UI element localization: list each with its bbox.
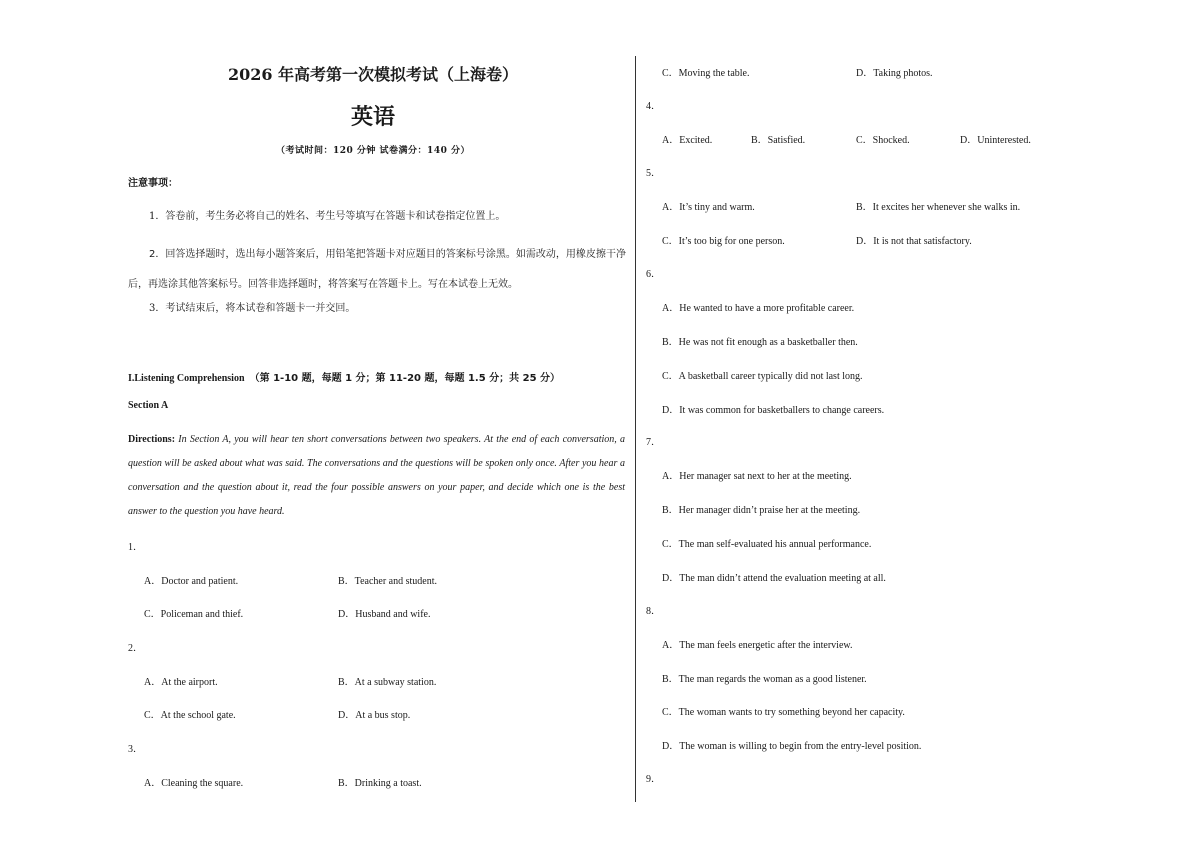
notice-heading: 注意事项：	[128, 178, 178, 189]
q8-option-b: B．The man regards the woman as a good listener.	[662, 674, 867, 685]
q4-option-d: D．Uninterested.	[960, 135, 1031, 146]
directions-text: In Section A, you will hear ten short conversations between two speakers. At the end of each conversation, a question will be asked about what was said. The conversations and the questions will be spoken only once. After you hear a conversation and the question about it, read the four possible answers on your paper, and decide which one is the best answer to the question you have heard.	[128, 434, 626, 517]
column-divider	[635, 56, 636, 802]
q1-option-c: C．Policeman and thief.	[144, 609, 244, 620]
q6-option-b: B．He was not fit enough as a basketballer then.	[662, 337, 858, 348]
notice-item-1: 1．答卷前，考生务必将自己的姓名、考生号等填写在答题卡和试卷指定位置上。	[149, 211, 506, 222]
q4-option-c: C．Shocked.	[856, 135, 910, 146]
q8-option-d: D．The woman is willing to begin from the entry-level position.	[662, 741, 922, 752]
question-number-9: 9．	[646, 774, 661, 785]
q6-option-d: D．It was common for basketballers to change careers.	[662, 405, 885, 416]
q2-option-d: D．At a bus stop.	[338, 710, 411, 721]
question-number-2: 2．	[128, 643, 143, 654]
q1-option-b: B．Teacher and student.	[338, 576, 437, 587]
notice-item-2: 2．回答选择题时，选出每小题答案后，用铅笔把答题卡对应题目的答案标号涂黑。如需改动，用橡皮擦干净后，再选涂其他答案标号。回答非选择题时，将答案写在答题卡上。写在本试卷上无效。	[128, 249, 626, 290]
q6-option-a: A．He wanted to have a more profitable career.	[662, 303, 855, 314]
q5-option-a: A．It’s tiny and warm.	[662, 202, 755, 213]
q7-option-d: D．The man didn’t attend the evaluation meeting at all.	[662, 573, 886, 584]
q8-option-a: A．The man feels energetic after the interview.	[662, 640, 853, 651]
q3-option-a: A．Cleaning the square.	[144, 778, 244, 789]
part-title: I.Listening Comprehension	[128, 373, 245, 384]
part-heading	[128, 366, 560, 385]
q4-option-b: B．Satisfied.	[751, 135, 806, 146]
q2-option-c: C．At the school gate.	[144, 710, 236, 721]
q8-option-c: C．The woman wants to try something beyond her capacity.	[662, 707, 905, 718]
part-scoring: （第 1-10 题，每题 1 分；第 11-20 题，每题 1.5 分；共 25 分）	[249, 373, 561, 384]
question-number-8: 8．	[646, 606, 661, 617]
q3-option-d: D．Taking photos.	[856, 68, 933, 79]
q5-option-c: C．It’s too big for one person.	[662, 236, 785, 247]
question-number-5: 5．	[646, 168, 661, 179]
q1-option-d: D．Husband and wife.	[338, 609, 431, 620]
q6-option-c: C．A basketball career typically did not last long.	[662, 371, 863, 382]
exam-info: （考试时间：120 分钟 试卷满分：140 分）	[276, 146, 470, 156]
question-number-3: 3．	[128, 744, 143, 755]
q7-option-b: B．Her manager didn’t praise her at the meeting.	[662, 505, 861, 516]
q2-option-a: A．At the airport.	[144, 677, 218, 688]
directions	[128, 428, 625, 524]
q5-option-d: D．It is not that satisfactory.	[856, 236, 972, 247]
section-label: Section A	[128, 400, 169, 411]
subject-title: 英语	[350, 104, 395, 130]
q7-option-a: A．Her manager sat next to her at the meeting.	[662, 471, 852, 482]
directions-label: Directions:	[128, 434, 176, 445]
exam-title: 2026 年高考第一次模拟考试（上海卷）	[227, 65, 519, 84]
q5-option-b: B．It excites her whenever she walks in.	[856, 202, 1021, 213]
q3-option-c: C．Moving the table.	[662, 68, 750, 79]
q3-option-b: B．Drinking a toast.	[338, 778, 422, 789]
question-number-1: 1．	[128, 542, 143, 553]
q7-option-c: C．The man self-evaluated his annual performance.	[662, 539, 872, 550]
q4-option-a: A．Excited.	[662, 135, 713, 146]
q2-option-b: B．At a subway station.	[338, 677, 437, 688]
notice-item-3: 3．考试结束后，将本试卷和答题卡一并交回。	[149, 303, 356, 314]
q1-option-a: A．Doctor and patient.	[144, 576, 239, 587]
question-number-7: 7．	[646, 437, 661, 448]
question-number-6: 6．	[646, 269, 661, 280]
question-number-4: 4．	[646, 101, 661, 112]
